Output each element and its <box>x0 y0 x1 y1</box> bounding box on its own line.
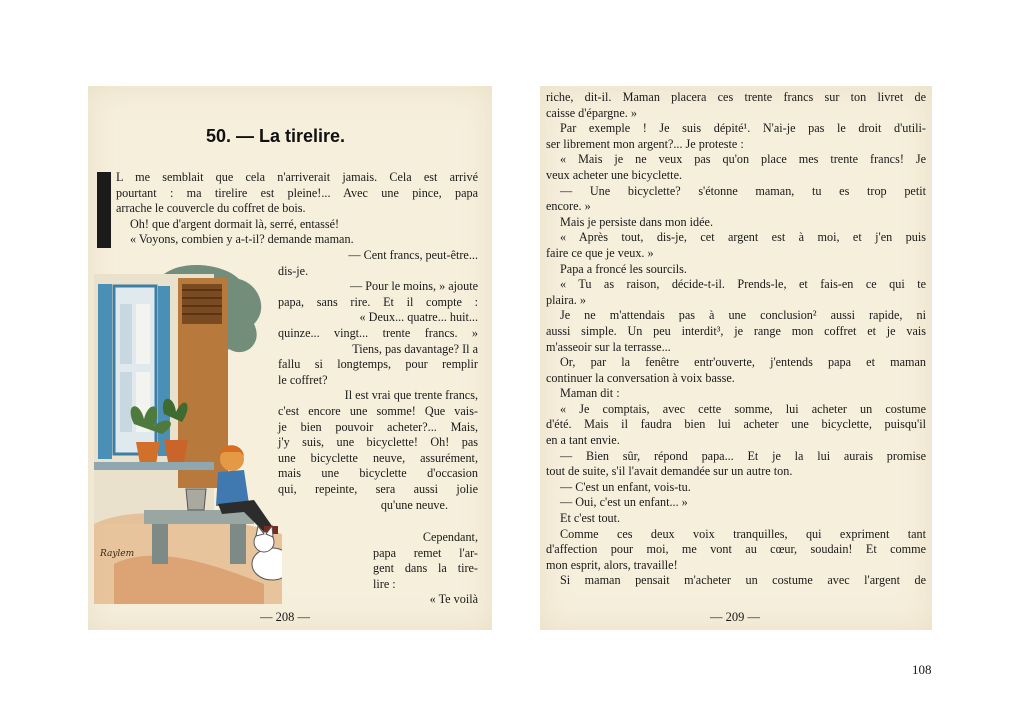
right-text-body <box>546 90 926 589</box>
right-book-page <box>540 86 932 630</box>
document-page-number: 108 <box>912 662 932 677</box>
text-line: arrache le couvercle du coffret de bois. <box>116 201 306 216</box>
text-line: — Oui, c'est un enfant... » <box>560 495 688 510</box>
boy-and-cat-illustration <box>94 264 282 604</box>
text-line: Et c'est tout. <box>560 511 621 526</box>
text-line: mon esprit, alors, travaille! <box>546 557 678 572</box>
text-line: papa remet l'ar- <box>373 545 478 560</box>
text-line: qu'une neuve. <box>380 497 448 512</box>
text-line: « Te voilà <box>429 592 478 607</box>
text-line: continuer la conversation à voix basse. <box>546 370 735 385</box>
text-line: tout de suite, s'il l'avait demandée sur un autre ton. <box>546 464 793 479</box>
text-line: riche, dit-il. Maman placera ces trente francs sur ton livret de <box>546 90 926 104</box>
left-opening-paragraph <box>116 170 478 248</box>
text-line: lire : <box>373 576 396 591</box>
text-line: veux acheter une bicyclette. <box>546 167 683 182</box>
text-line: c'est encore une somme! Que vais- <box>278 403 478 418</box>
text-line: — Cent francs, peut-être... <box>348 248 478 262</box>
text-line: je bien pouvoir acheter?... Mais, <box>278 419 478 434</box>
text-line: plaira. » <box>546 292 586 307</box>
text-line: encore. » <box>546 199 591 214</box>
text-line: — Pour le moins, » ajoute <box>350 279 478 294</box>
text-line: Si maman pensait m'acheter un costume avec l'argent de <box>560 573 926 588</box>
text-line: qui, repeinte, sera aussi jolie <box>278 481 478 496</box>
left-narrow-column <box>373 530 478 608</box>
text-line: ser librement mon argent?... Je proteste : <box>546 136 744 151</box>
text-line: Comme ces deux voix tranquilles, qui expriment tant <box>560 526 926 541</box>
left-book-page <box>88 86 492 630</box>
left-text-column <box>278 248 478 513</box>
page-number-209: — 209 — <box>710 610 760 624</box>
text-line: — Une bicyclette? s'étonne maman, tu es trop petit <box>560 183 926 198</box>
text-line: caisse d'épargne. » <box>546 105 637 120</box>
text-line: le coffret? <box>278 372 328 387</box>
text-line: Or, par la fenêtre entr'ouverte, j'entends papa et maman <box>560 355 926 370</box>
text-line: L me semblait que cela n'arriverait jamais. Cela est arrivé <box>116 170 478 184</box>
text-line: d'été. Mais il faudra bien lui acheter une bicyclette, puisqu'il <box>546 417 926 432</box>
text-line: « Mais je ne veux pas qu'on place mes trente francs! Je <box>560 152 926 167</box>
text-line: Par exemple ! Je suis dépité¹. N'ai-je pas le droit d'utili- <box>560 121 926 136</box>
text-line: Oh! que d'argent dormait là, serré, entassé! <box>130 216 340 231</box>
text-line: aussi simple. Un peu interdit³, je range mon coffret et je vais <box>546 323 926 338</box>
text-line: dis-je. <box>278 263 309 278</box>
text-line: Maman dit : <box>560 386 620 401</box>
page-number-208: — 208 — <box>260 610 310 624</box>
text-line: papa, sans rire. Et il compte : <box>278 294 478 309</box>
text-line: une bicyclette neuve, assurément, <box>278 450 478 465</box>
text-line: Il est vrai que trente francs, <box>344 388 478 403</box>
text-line: Mais je persiste dans mon idée. <box>560 214 713 229</box>
text-line: — Bien sûr, répond papa... Et je la lui aurais promise <box>560 448 926 463</box>
text-line: m'asseoir sur la terrasse... <box>546 339 671 354</box>
text-line: — C'est un enfant, vois-tu. <box>560 479 691 494</box>
text-line: Papa a froncé les sourcils. <box>560 261 687 276</box>
text-line: « Tu as raison, décide-t-il. Prends-le, et fais-en ce qui te <box>560 277 926 292</box>
text-line: quinze... vingt... trente francs. » <box>278 325 478 340</box>
text-line: gent dans la tire- <box>373 561 478 576</box>
illustrator-signature: Raylem <box>100 549 135 559</box>
text-line: « Après tout, dis-je, cet argent est à moi, et j'en puis <box>560 230 926 245</box>
text-line: faire ce que je veux. » <box>546 245 654 260</box>
text-line: en a tant envie. <box>546 433 620 448</box>
text-line: « Voyons, combien y a-t-il? demande maman. <box>130 232 354 247</box>
chapter-title: 50. — La tirelire. <box>206 126 346 146</box>
text-line: « Je comptais, avec cette somme, lui acheter un costume <box>560 401 926 416</box>
drop-cap-letter <box>97 172 111 248</box>
text-line: j'y suis, une bicyclette! Oh! pas <box>278 435 478 450</box>
text-line: fallu si longtemps, pour remplir <box>278 357 478 372</box>
text-line: pourtant : ma tirelire est pleine!... Avec une pince, papa <box>116 185 478 200</box>
text-line: d'affection pour moi, me vont au cœur, soudain! Et comme <box>546 542 926 557</box>
text-line: Cependant, <box>422 530 478 544</box>
text-line: Tiens, pas davantage? Il a <box>352 341 478 356</box>
text-line: « Deux... quatre... huit... <box>359 310 478 325</box>
text-line: Je ne m'attendais pas à une conclusion² aussi rapide, ni <box>560 308 926 323</box>
text-line: mais une bicyclette d'occasion <box>278 466 478 481</box>
